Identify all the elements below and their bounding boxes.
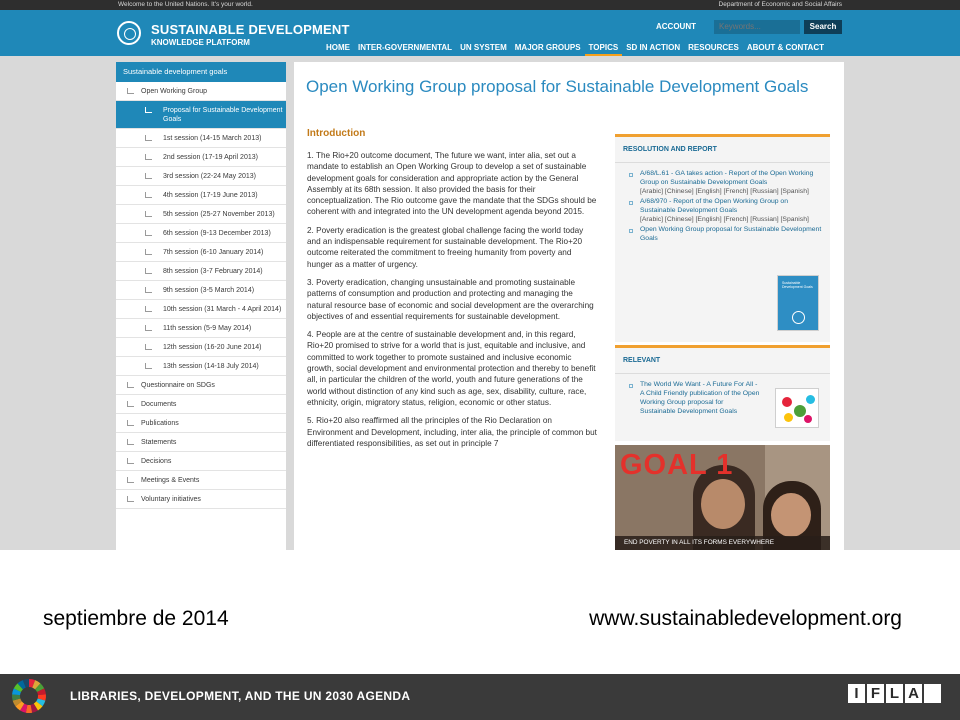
sidebar-item-label: Open Working Group xyxy=(141,88,208,95)
sidebar-item[interactable] xyxy=(116,281,286,300)
footer-text: LIBRARIES, DEVELOPMENT, AND THE UN 2030 AGENDA xyxy=(70,689,411,703)
goal-label: GOAL 1 xyxy=(620,449,734,481)
report-cover-thumbnail[interactable] xyxy=(777,275,819,331)
resolution-list xyxy=(615,163,830,243)
tree-branch-icon xyxy=(145,135,152,141)
site-subtitle: KNOWLEDGE PLATFORM xyxy=(151,38,250,47)
language-links[interactable]: [Arabic] [Chinese] [English] [French] [Russian] [Spanish] xyxy=(640,216,809,223)
relevant-box-heading: RELEVANT xyxy=(615,348,830,374)
tree-branch-icon xyxy=(145,211,152,217)
tree-branch-icon xyxy=(127,420,134,426)
bullet-icon xyxy=(629,384,633,388)
ifla-letter: I xyxy=(848,684,865,703)
sidebar-item-label: Meetings & Events xyxy=(141,477,200,484)
child-face xyxy=(701,479,745,529)
sidebar-item-label: 1st session (14-15 March 2013) xyxy=(163,135,262,142)
sidebar-item[interactable] xyxy=(116,186,286,205)
tree-branch-icon xyxy=(145,325,152,331)
resource-item xyxy=(629,197,822,224)
resource-item xyxy=(629,169,822,196)
tree-branch-icon xyxy=(145,287,152,293)
account-link[interactable]: ACCOUNT xyxy=(656,22,696,31)
sidebar-item[interactable] xyxy=(116,471,286,490)
tree-branch-icon xyxy=(145,192,152,198)
ifla-letter: F xyxy=(867,684,884,703)
desa-link[interactable]: Department of Economic and Social Affairs xyxy=(718,1,842,8)
sidebar-item[interactable] xyxy=(116,357,286,376)
nav-item-topics[interactable]: TOPICS xyxy=(585,40,623,56)
sidebar-item[interactable] xyxy=(116,395,286,414)
search-input[interactable] xyxy=(714,20,800,34)
article-paragraph: 4. People are at the centre of sustainable development and, in this regard, Rio+20 promised to strive for a world that is just, equitable and inclusive, and committed to work together to promote sustained and inclusive economic growth, social development and environmental protection and thereby to benefit all, in particular the children of the world, youth and future generations of the world without distinction of any kind such as age, sex, disability, culture, race, ethnicity, origin, migratory status, religion, economic or other status. xyxy=(307,330,596,407)
sidebar-item-label: Proposal for Sustainable Development Goals xyxy=(163,107,283,123)
bullet-icon xyxy=(629,201,633,205)
ifla-letter xyxy=(924,684,941,703)
sidebar-item-label: Voluntary initiatives xyxy=(141,496,201,503)
sidebar-item-label: 5th session (25-27 November 2013) xyxy=(163,211,275,218)
article-paragraph: 3. Poverty eradication, changing unsustainable and promoting sustainable patterns of consumption and production and protecting and managing the natural resource base of economic and social development are the overarching objectives of and essential requirements for sustainable development. xyxy=(307,277,594,321)
language-links[interactable]: [Arabic] [Chinese] [English] [French] [Russian] [Spanish] xyxy=(640,188,809,195)
nav-item-inter-governmental[interactable]: INTER-GOVERNMENTAL xyxy=(358,43,453,52)
tree-branch-icon xyxy=(145,363,152,369)
tree-branch-icon xyxy=(127,496,134,502)
sidebar-item[interactable] xyxy=(116,167,286,186)
caption-url: www.sustainabledevelopment.org xyxy=(589,607,902,630)
goal-1-photo[interactable] xyxy=(615,445,830,550)
sidebar-item[interactable] xyxy=(116,300,286,319)
article-paragraph: 5. Rio+20 also reaffirmed all the principles of the Rio Declaration on Environment and Development, including, inter alia, the principle of common but differentiated responsibilities, as set out in principle 7 xyxy=(307,416,597,448)
sidebar-item[interactable] xyxy=(116,319,286,338)
sidebar-item-label: 11th session (5-9 May 2014) xyxy=(163,325,252,332)
sidebar-item[interactable] xyxy=(116,414,286,433)
resource-item xyxy=(629,225,822,243)
nav-item-home[interactable]: HOME xyxy=(326,43,350,52)
tree-branch-icon xyxy=(127,401,134,407)
resource-item xyxy=(629,380,760,416)
resource-link[interactable]: Open Working Group proposal for Sustainable Development Goals xyxy=(640,226,822,242)
resource-link[interactable]: The World We Want - A Future For All - A Child Friendly publication of the Open Working Group proposal for Sustainable Development Goals xyxy=(640,381,760,415)
illustration-dot xyxy=(806,395,815,404)
tree-branch-icon xyxy=(145,173,152,179)
sidebar-item[interactable] xyxy=(116,338,286,357)
tree-branch-icon xyxy=(145,344,152,350)
sidebar-item-label: 9th session (3-5 March 2014) xyxy=(163,287,255,294)
main-nav xyxy=(322,40,828,56)
tree-branch-icon xyxy=(145,107,152,113)
sidebar-item-label: Questionnaire on SDGs xyxy=(141,382,215,389)
sidebar-item-label: Decisions xyxy=(141,458,172,465)
ifla-letter: L xyxy=(886,684,903,703)
sidebar-item[interactable] xyxy=(116,490,286,509)
illustration-dot xyxy=(782,397,792,407)
sidebar-item[interactable] xyxy=(116,205,286,224)
bullet-icon xyxy=(629,229,633,233)
resource-link[interactable]: A/68/L.61 - GA takes action - Report of the Open Working Group on Sustainable Development Goals xyxy=(640,170,814,186)
sidebar-item-label: 3rd session (22-24 May 2013) xyxy=(163,173,256,180)
sdg-wheel-icon xyxy=(11,678,47,714)
child-face xyxy=(771,493,811,537)
cover-label: Sustainable Development Goals xyxy=(782,281,813,289)
tree-branch-icon xyxy=(145,230,152,236)
caption-date: septiembre de 2014 xyxy=(43,607,229,630)
sidebar-item[interactable] xyxy=(116,82,286,101)
sidebar-item[interactable] xyxy=(116,433,286,452)
tree-branch-icon xyxy=(127,439,134,445)
sidebar-item[interactable] xyxy=(116,129,286,148)
bullet-icon xyxy=(629,173,633,177)
slide-footer xyxy=(0,674,960,720)
ifla-logo xyxy=(848,684,943,703)
page-title: Open Working Group proposal for Sustainable Development Goals xyxy=(306,77,809,96)
sidebar-item-label: 4th session (17-19 June 2013) xyxy=(163,192,258,199)
nav-item-major-groups[interactable]: MAJOR GROUPS xyxy=(514,43,581,52)
tree-branch-icon xyxy=(127,458,134,464)
un-emblem-icon[interactable] xyxy=(117,21,141,45)
sidebar-item-label: 7th session (6-10 January 2014) xyxy=(163,249,264,256)
nav-item-about-contact[interactable]: ABOUT & CONTACT xyxy=(746,43,824,52)
illustration-dot xyxy=(784,413,793,422)
illustration-dot xyxy=(804,415,812,423)
sidebar-item-label: 2nd session (17-19 April 2013) xyxy=(163,154,258,161)
sidebar-item-label: Publications xyxy=(141,420,179,427)
intro-heading: Introduction xyxy=(307,128,366,139)
tree-branch-icon xyxy=(127,88,134,94)
goal-banner: END POVERTY IN ALL ITS FORMS EVERYWHERE xyxy=(615,536,830,550)
un-top-strip xyxy=(0,0,960,10)
tree-branch-icon xyxy=(145,268,152,274)
ifla-letter: A xyxy=(905,684,922,703)
tree-branch-icon xyxy=(127,477,134,483)
relevant-box xyxy=(615,345,830,441)
article-paragraph: 2. Poverty eradication is the greatest global challenge facing the world today and an indispensable requirement for sustainable development. The Rio+20 outcome reiterated the commitment to freeing humanity from poverty and hunger as a matter of urgency. xyxy=(307,225,584,269)
nav-item-resources[interactable]: RESOURCES xyxy=(688,43,739,52)
resolution-report-box xyxy=(615,134,830,342)
site-header xyxy=(0,10,960,56)
sidebar-item-label: 13th session (14-18 July 2014) xyxy=(163,363,259,370)
main-content xyxy=(294,62,844,550)
sidebar-item[interactable] xyxy=(116,101,286,129)
sidebar xyxy=(116,62,286,550)
tree-branch-icon xyxy=(145,306,152,312)
sidebar-item-label: Documents xyxy=(141,401,177,408)
sidebar-item-label: 6th session (9-13 December 2013) xyxy=(163,230,271,237)
sidebar-item-label: 12th session (16-20 June 2014) xyxy=(163,344,262,351)
tree-branch-icon xyxy=(145,249,152,255)
article-paragraph: 1. The Rio+20 outcome document, The future we want, inter alia, set out a mandate to establish an Open Working Group to develop a set of sustainable development goals for consideration and appropriate action by the General Assembly at its 68th session. It also provided the basis for their conceptualization. The Rio outcome gave the mandate that the SDGs should be coherent with and integrated into the UN development agenda beyond 2015. xyxy=(307,151,597,217)
welcome-link[interactable]: Welcome to the United Nations. It's your world. xyxy=(118,1,253,8)
children-publication-thumbnail[interactable] xyxy=(775,388,819,428)
site-title[interactable]: SUSTAINABLE DEVELOPMENT xyxy=(151,22,350,37)
sidebar-item[interactable] xyxy=(116,452,286,471)
sidebar-item[interactable] xyxy=(116,148,286,167)
sidebar-list xyxy=(116,82,286,509)
article-body xyxy=(307,150,599,550)
sidebar-heading[interactable]: Sustainable development goals xyxy=(116,62,286,82)
sidebar-item[interactable] xyxy=(116,224,286,243)
sidebar-item[interactable] xyxy=(116,262,286,281)
nav-item-un-system[interactable]: UN SYSTEM xyxy=(460,43,507,52)
tree-branch-icon xyxy=(145,154,152,160)
tree-branch-icon xyxy=(127,382,134,388)
sidebar-item[interactable] xyxy=(116,376,286,395)
sidebar-item-label: Statements xyxy=(141,439,177,446)
resource-link[interactable]: A/68/970 - Report of the Open Working Group on Sustainable Development Goals xyxy=(640,198,788,214)
search-button[interactable]: Search xyxy=(804,20,842,34)
nav-item-sd-in-action[interactable]: SD IN ACTION xyxy=(626,43,681,52)
sidebar-item[interactable] xyxy=(116,243,286,262)
sidebar-item-label: 10th session (31 March - 4 April 2014) xyxy=(163,306,282,313)
resolution-box-heading: RESOLUTION AND REPORT xyxy=(615,137,830,163)
sidebar-item-label: 8th session (3-7 February 2014) xyxy=(163,268,263,275)
